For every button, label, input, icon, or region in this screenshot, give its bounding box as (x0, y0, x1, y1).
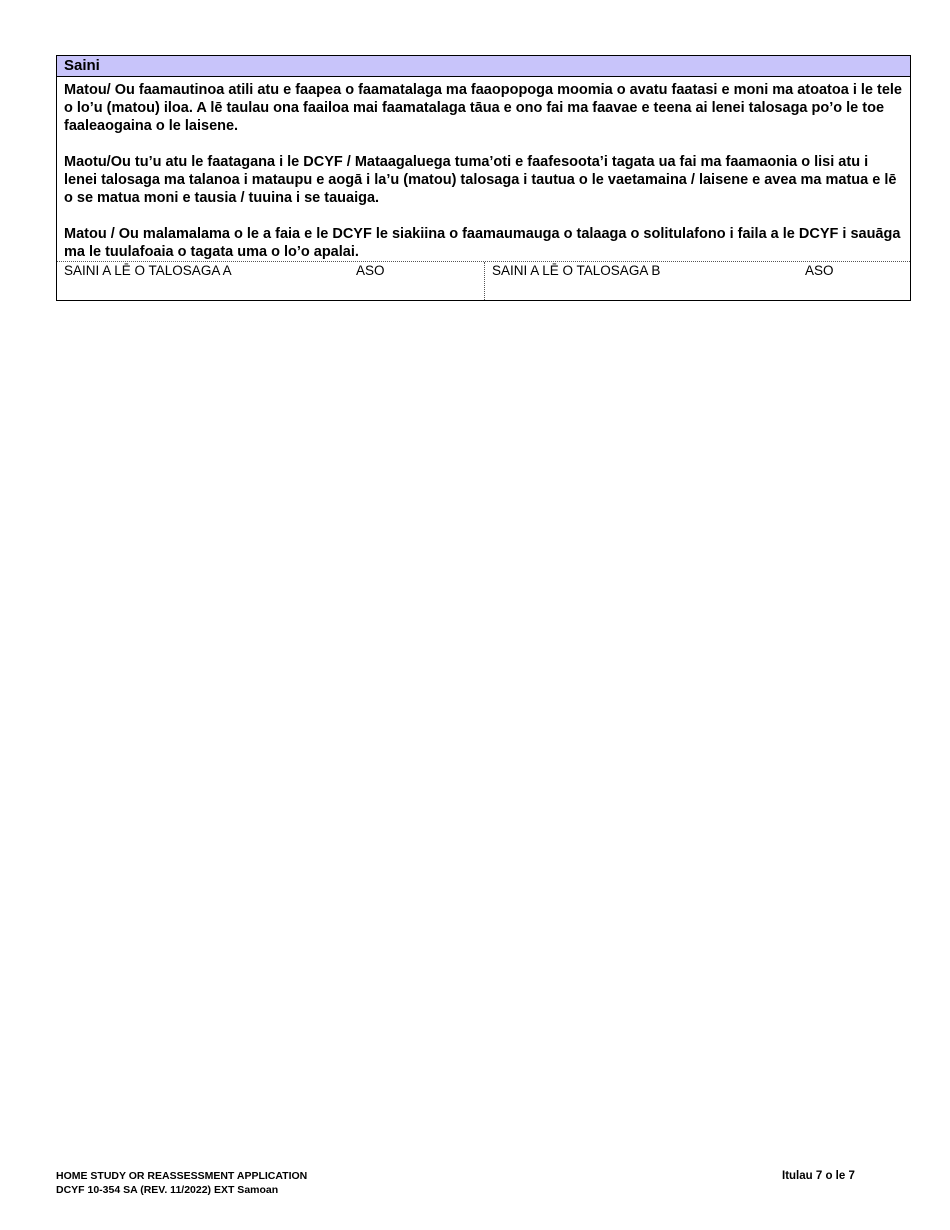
signature-label-applicant-a: SAINI A LĒ O TALOSAGA A (64, 263, 232, 278)
date-label-applicant-b: ASO (805, 263, 834, 278)
background-check-statement: Matou / Ou malamalama o le a faia e le DCYF le siakiina o faamaumauga o talaaga o solitulafono i faila a le DCYF i sauāga ma le tuulafoaia o tagata uma o lo’o apalai. (64, 226, 901, 260)
signature-field-applicant-a[interactable] (57, 262, 485, 300)
section-title: Saini (57, 56, 910, 77)
page-indicator: Itulau 7 o le 7 (782, 1170, 855, 1182)
form-footer (56, 1169, 307, 1197)
certification-statement: Matou/ Ou faamautinoa atili atu e faapea o faamatalaga ma faaopopoga moomia o avatu faatasi e moni ma atoatoa i le tele o lo’u (matou) iloa. A lē taulau ona faailoa mai faamatalaga tāua e ono fai ma faavae e teena ai lenei talosaga po’o le toe faaleaogaina o le laisene. (64, 82, 902, 134)
signature-row (57, 261, 910, 300)
certification-statements (57, 77, 910, 261)
form-title: HOME STUDY OR REASSESSMENT APPLICATION (56, 1170, 308, 1182)
consent-statement: Maotu/Ou tu’u atu le faatagana i le DCYF / Mataagaluega tuma’oti e faafesoota’i tagata ua fai ma faamaonia o lisi atu i lenei talosaga ma talanoa i mataupu e aogā i la’u (matou) talosaga i tautua o le vaetamaina / laisene e avea ma matua e lē o se matua moni e tausia / tuuina i se tauaiga. (64, 154, 897, 206)
signature-field-applicant-b[interactable] (485, 262, 910, 300)
date-label-applicant-a: ASO (356, 263, 385, 278)
signature-section (56, 55, 911, 301)
signature-label-applicant-b: SAINI A LĒ O TALOSAGA B (492, 263, 661, 278)
form-number: DCYF 10-354 SA (REV. 11/2022) EXT Samoan (56, 1184, 279, 1196)
